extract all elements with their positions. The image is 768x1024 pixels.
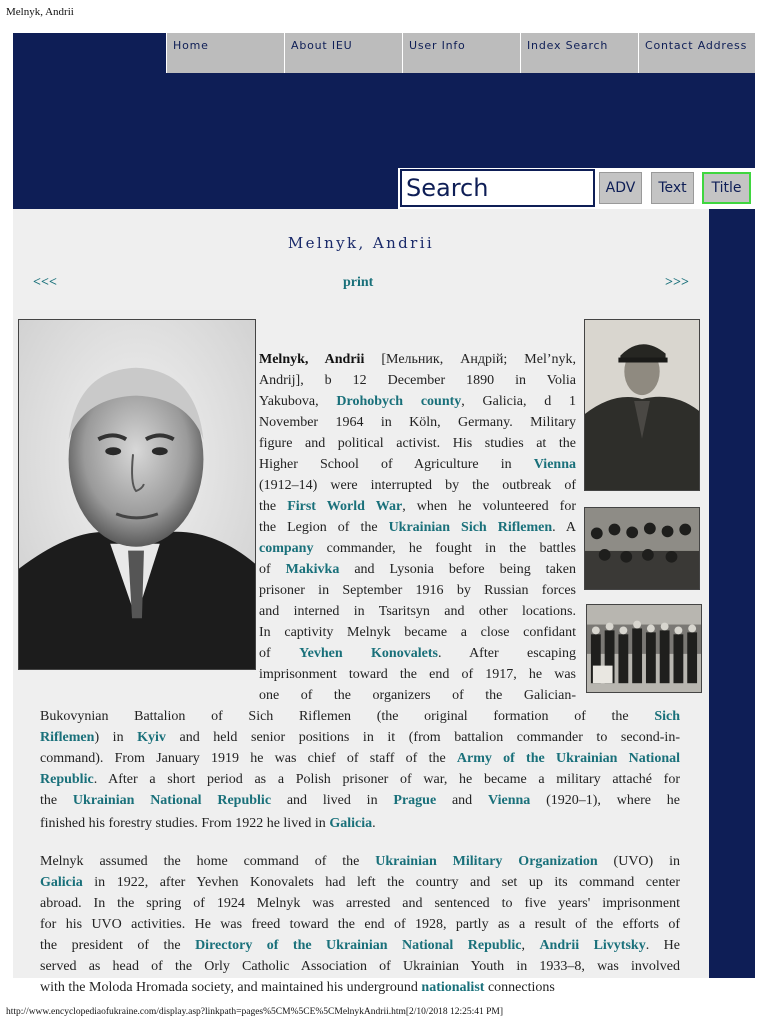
article-line — [259, 538, 576, 559]
article-line — [40, 706, 680, 727]
page-footer-url: http://www.encyclopediaofukraine.com/display.asp?linkpath=pages%5CM%5CE%5CMelnykAndrii.htm[2/10/2018 12:25:41 PM] — [6, 1007, 503, 1017]
article-link[interactable]: Riflemen — [40, 730, 95, 745]
page-header-title: Melnyk, Andrii — [6, 6, 74, 18]
article-headword: Melnyk, Andrii — [259, 352, 365, 367]
article-line — [40, 935, 680, 956]
top-nav — [166, 33, 755, 73]
article-text: command). From January 1919 he was chief of staff of the — [40, 751, 457, 766]
article-text: the president of the — [40, 938, 196, 953]
article-text: Melnyk assumed the home command of the — [40, 854, 376, 869]
article-line — [259, 412, 576, 433]
article-line — [259, 664, 576, 685]
article-text: . After escaping — [437, 646, 576, 661]
article-text: one of the organizers of the Galician- — [259, 688, 576, 703]
article-line — [40, 956, 680, 977]
article-text: In captivity Melnyk became a close confidant — [259, 625, 576, 640]
article-text: . After a short period as a Polish prisoner of war, he became a military attaché for — [93, 772, 680, 787]
article-line — [40, 893, 680, 914]
article-text: Bukovynian Battalion of Sich Riflemen (the original formation of the — [40, 709, 655, 724]
article-text: Higher School of Agriculture in — [259, 457, 534, 472]
nav-index-search[interactable]: Index Search — [520, 33, 638, 73]
article-text: for his UVO activities. He was freed toward the end of 1928, partly as a result of the efforts of — [40, 917, 680, 932]
article-text: [Мельник, Андрій; Mel’nyk, — [364, 352, 576, 367]
article-text: , Galicia, d 1 — [461, 394, 577, 409]
nav-contact-address[interactable]: Contact Address — [638, 33, 755, 73]
article-link[interactable]: Ukrainian Military Organization — [375, 854, 598, 869]
text-search-button[interactable]: Text — [651, 172, 694, 204]
article-text: of — [259, 562, 286, 577]
article-line — [40, 977, 680, 998]
article-link[interactable]: Vienna — [533, 457, 576, 472]
article-link[interactable]: Directory of the Ukrainian National Republic — [195, 938, 522, 953]
article-link[interactable]: Ukrainian National Republic — [72, 793, 272, 808]
article-text: November 1964 in Köln, Germany. Military — [259, 415, 576, 430]
article-text: the — [40, 793, 73, 808]
article-text: imprisonment toward the end of 1917, he was — [259, 667, 576, 682]
title-search-button[interactable]: Title — [702, 172, 751, 204]
article-line — [259, 601, 576, 622]
article-line — [259, 559, 576, 580]
article-line — [40, 790, 680, 811]
article-link[interactable]: Yevhen Konovalets — [299, 646, 438, 661]
article-link[interactable]: Galicia — [329, 816, 373, 831]
article-link[interactable]: Army of the Ukrainian National — [456, 751, 680, 766]
article-text: connections — [484, 980, 555, 995]
article-text: , — [521, 938, 540, 953]
article-text: of — [259, 646, 300, 661]
group-photo[interactable] — [584, 507, 700, 590]
article-link[interactable]: Prague — [393, 793, 437, 808]
article-link[interactable]: Galicia — [40, 875, 83, 890]
next-article-link[interactable]: >>> — [665, 275, 689, 290]
article-text: and — [436, 793, 489, 808]
portrait-photo[interactable] — [18, 319, 256, 670]
article-link[interactable]: Kyiv — [137, 730, 166, 745]
article-link[interactable]: company — [259, 541, 314, 556]
article-line — [40, 914, 680, 935]
nav-home[interactable]: Home — [166, 33, 284, 73]
article-text: ) in — [94, 730, 138, 745]
article-line — [259, 391, 576, 412]
article-link[interactable]: Makivka — [285, 562, 340, 577]
article-link[interactable]: nationalist — [421, 980, 485, 995]
crowd-photo[interactable] — [586, 604, 702, 693]
adv-search-button[interactable]: ADV — [599, 172, 642, 204]
article-line — [259, 475, 576, 496]
article-link[interactable]: Sich — [654, 709, 680, 724]
article-text: prisoner in September 1916 by Russian forces — [259, 583, 576, 598]
article-text: Andrij], b 12 December 1890 in Volia — [259, 373, 576, 388]
article-text: and held senior positions in it (from battalion commander to second-in- — [165, 730, 680, 745]
article-line — [259, 433, 576, 454]
article-text: with the Moloda Hromada society, and maintained his underground — [40, 980, 422, 995]
search-bar — [398, 168, 755, 209]
article-line — [40, 748, 680, 769]
article-line — [259, 580, 576, 601]
uniform-photo[interactable] — [584, 319, 700, 491]
article-line — [259, 370, 576, 391]
article-title: Melnyk, Andrii — [287, 234, 435, 252]
article-text: (UVO) in — [597, 854, 680, 869]
article-text: Yakubova, — [259, 394, 337, 409]
article-line — [259, 496, 576, 517]
article-text: and interned in Tsaritsyn and other locations. — [259, 604, 576, 619]
article-line — [259, 685, 576, 706]
nav-user-info[interactable]: User Info — [402, 33, 520, 73]
search-input[interactable] — [400, 169, 595, 207]
article-line — [259, 454, 576, 475]
article-line — [40, 769, 680, 790]
article-line — [259, 643, 576, 664]
article-text: (1920–1), where he — [530, 793, 680, 808]
article-content — [13, 209, 709, 995]
article-text: figure and political activist. His studies at the — [259, 436, 576, 451]
article-text: and Lysonia before being taken — [339, 562, 576, 577]
article-link[interactable]: Andrii Livytsky — [539, 938, 646, 953]
article-link[interactable]: Vienna — [488, 793, 531, 808]
article-link[interactable]: Republic — [40, 772, 94, 787]
article-text: . He — [645, 938, 681, 953]
article-text: . — [372, 816, 376, 831]
site-frame — [13, 33, 755, 995]
article-line — [259, 349, 576, 370]
article-text: (1912–14) were interrupted by the outbreak of — [259, 478, 576, 493]
nav-about-ieu[interactable]: About IEU — [284, 33, 402, 73]
article-text: abroad. In the spring of 1924 Melnyk was arrested and sentenced to five years' imprisonment — [40, 896, 680, 911]
article-line — [259, 517, 576, 538]
article-line — [40, 872, 680, 893]
article-link[interactable]: First World War — [287, 499, 403, 514]
article-line — [40, 851, 680, 872]
previous-article-link[interactable]: <<< — [33, 275, 57, 290]
article-text: the Legion of the — [259, 520, 389, 535]
article-link[interactable]: Ukrainian Sich Riflemen — [388, 520, 553, 535]
article-text: and lived in — [271, 793, 394, 808]
article-line — [259, 622, 576, 643]
article-text: in 1922, after Yevhen Konovalets had left the country and set up its command center — [82, 875, 680, 890]
article-line — [40, 813, 680, 834]
print-link[interactable]: print — [343, 275, 374, 290]
article-text: finished his forestry studies. From 1922 he lived in — [40, 816, 330, 831]
article-text: the — [259, 499, 288, 514]
article-text: commander, he fought in the battles — [313, 541, 576, 556]
article-text: served as head of the Orly Catholic Association of Ukrainian Youth in 1933–8, was involved — [40, 959, 680, 974]
article-text: . A — [552, 520, 577, 535]
article-text: , when he volunteered for — [402, 499, 576, 514]
article-link[interactable]: Drohobych county — [336, 394, 462, 409]
article-line — [40, 727, 680, 748]
